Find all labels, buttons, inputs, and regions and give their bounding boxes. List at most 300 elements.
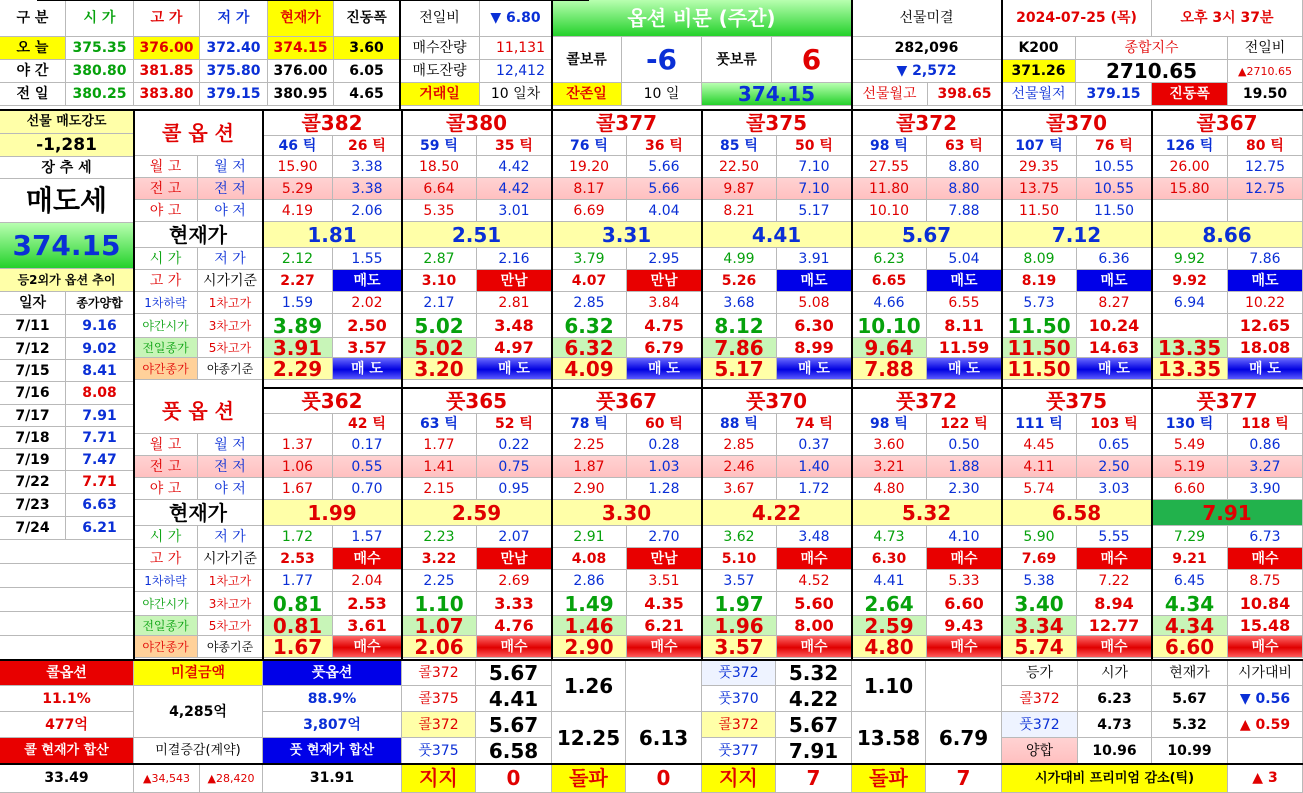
current-price: 3.31	[552, 222, 702, 248]
history-value: 7.71	[66, 427, 134, 449]
value-ygo: 2.15	[402, 478, 477, 500]
value-low: 3.91	[777, 248, 852, 270]
value-yjeo: 3.90	[1228, 478, 1303, 500]
value-high: 2.27	[263, 270, 333, 292]
value-jgo: 9.87	[702, 178, 777, 200]
break-2-value: 7	[926, 764, 1002, 793]
label-low1: 1차하락	[134, 570, 198, 592]
night-signal-badge[interactable]: 매 도	[1228, 358, 1303, 380]
summary-hyeon: 374.15	[268, 37, 334, 60]
tick-left: 59 틱	[402, 136, 477, 156]
night-signal-badge[interactable]: 매 도	[477, 358, 552, 380]
value-jjeo: 5.66	[627, 178, 702, 200]
rule-line	[133, 110, 135, 660]
label-current: 현재가	[134, 500, 263, 526]
pair-3-name: 콜372	[402, 712, 476, 738]
value-wjeo: 0.22	[477, 434, 552, 456]
pair-1-name: 콜372	[402, 660, 476, 686]
value-prev-close: 5.02	[402, 338, 477, 358]
empty-cell	[926, 660, 1002, 712]
value-yjeo: 5.17	[777, 200, 852, 222]
night-signal-badge[interactable]: 매수	[333, 636, 402, 658]
history-value: 9.16	[66, 315, 134, 338]
value-high: 7.69	[1002, 548, 1077, 570]
value-jgo: 11.80	[852, 178, 927, 200]
value-wgo: 26.00	[1152, 156, 1228, 178]
oi-change-1: ▲34,543	[134, 764, 200, 793]
label-open-basis: 시가기준	[198, 270, 263, 292]
value-jjeo: 0.75	[477, 456, 552, 478]
current-price: 8.66	[1152, 222, 1303, 248]
value-jjeo: 8.80	[927, 178, 1002, 200]
col-header-jindong: 진동폭	[334, 0, 400, 37]
value-night-close: 4.09	[552, 358, 627, 380]
spread-1: 1.26	[552, 660, 626, 712]
spread-6: 6.79	[926, 712, 1002, 764]
value-night-close: 6.60	[1152, 636, 1228, 658]
value-ygo: 1.67	[263, 478, 333, 500]
value-yjeo	[1228, 200, 1303, 222]
rule-line	[37, 0, 589, 1]
signal-badge[interactable]: 매도	[1228, 270, 1303, 292]
pair-7-value: 5.67	[776, 712, 852, 738]
eq-put-current: 5.32	[1152, 712, 1228, 738]
value-jgo: 1.06	[263, 456, 333, 478]
signal-badge[interactable]: 만남	[627, 548, 702, 570]
value-high3: 3.33	[477, 592, 552, 616]
buy-residual-value: 11,131	[480, 37, 552, 60]
signal-badge[interactable]: 매도	[1077, 270, 1152, 292]
value-wjeo: 7.10	[777, 156, 852, 178]
support-2-value: 7	[776, 764, 852, 793]
call-sum-label: 콜 현재가 합산	[0, 738, 134, 764]
value-high3: 6.60	[927, 592, 1002, 616]
tick-right: 50 틱	[777, 136, 852, 156]
value-ygo: 4.19	[263, 200, 333, 222]
history-date: 7/16	[0, 382, 66, 405]
sell-residual-value: 12,412	[480, 60, 552, 83]
oi-amount-label: 미결금액	[134, 660, 263, 686]
label-open: 시 가	[134, 526, 198, 548]
label-high5: 5차고가	[198, 616, 263, 636]
value-low: 1.55	[333, 248, 402, 270]
summary-row-label: 야 간	[0, 60, 66, 83]
current-price: 7.12	[1002, 222, 1152, 248]
value-wgo: 29.35	[1002, 156, 1077, 178]
value-wgo: 4.45	[1002, 434, 1077, 456]
rule-line	[0, 109, 1303, 111]
signal-badge[interactable]: 만남	[477, 270, 552, 292]
equiv-label: 등2외가 옵션 추이	[0, 269, 134, 292]
tick-left: 88 틱	[702, 414, 777, 434]
value-night-close: 11.50	[1002, 358, 1077, 380]
value-jjeo: 10.55	[1077, 178, 1152, 200]
night-signal-badge[interactable]: 매수	[1077, 636, 1152, 658]
night-signal-badge[interactable]: 매 도	[627, 358, 702, 380]
value-high1: 2.81	[477, 292, 552, 314]
value-night-open: 5.02	[402, 314, 477, 338]
eq-call-open: 6.23	[1078, 686, 1152, 712]
support-2-label: 지지	[702, 764, 776, 793]
tick-right: 74 틱	[777, 414, 852, 434]
value-ygo: 2.90	[552, 478, 627, 500]
label-high3: 3차고가	[198, 592, 263, 616]
value-ygo	[1152, 200, 1228, 222]
signal-badge[interactable]: 만남	[627, 270, 702, 292]
date-col-header: 일자	[0, 292, 66, 315]
spread-5: 13.58	[852, 712, 926, 764]
summary-siga: 380.25	[66, 83, 134, 106]
value-high: 6.30	[852, 548, 927, 570]
time-display: 오후 3시 37분	[1152, 0, 1303, 37]
summary-jeoga: 379.15	[200, 83, 268, 106]
tick-left: 130 틱	[1152, 414, 1228, 434]
value-wgo: 19.20	[552, 156, 627, 178]
value-night-close: 3.20	[402, 358, 477, 380]
pair-5-name: 풋372	[702, 660, 776, 686]
signal-badge[interactable]: 매수	[1228, 548, 1303, 570]
value-night-open: 3.40	[1002, 592, 1077, 616]
pair-7-name: 콜372	[702, 712, 776, 738]
value-high1: 10.22	[1228, 292, 1303, 314]
value-low: 6.36	[1077, 248, 1152, 270]
value-night-close: 7.88	[852, 358, 927, 380]
pair-4-name: 풋375	[402, 738, 476, 764]
value-high3: 8.94	[1077, 592, 1152, 616]
value-high1: 2.04	[333, 570, 402, 592]
empty-cell	[0, 612, 134, 636]
history-value: 6.63	[66, 494, 134, 517]
value-wjeo: 10.55	[1077, 156, 1152, 178]
history-date: 7/24	[0, 517, 66, 540]
value-low: 2.16	[477, 248, 552, 270]
value-ygo: 5.35	[402, 200, 477, 222]
put-strike-header: 풋370	[702, 388, 852, 414]
value-high1: 8.27	[1077, 292, 1152, 314]
tick-left: 63 틱	[402, 414, 477, 434]
label-prev-close: 전일종가	[134, 338, 198, 358]
left-price: 374.15	[0, 223, 134, 269]
tick-right: 63 틱	[927, 136, 1002, 156]
oi-change-label: 미결증감(계약)	[134, 738, 263, 764]
value-open: 2.87	[402, 248, 477, 270]
call-strike-header: 콜370	[1002, 110, 1152, 136]
value-open: 4.99	[702, 248, 777, 270]
value-high1: 6.55	[927, 292, 1002, 314]
value-high3: 4.35	[627, 592, 702, 616]
summary-jindong: 6.05	[334, 60, 400, 83]
value-high3: 2.53	[333, 592, 402, 616]
summary-jeoga: 375.80	[200, 60, 268, 83]
value-high1: 5.33	[927, 570, 1002, 592]
night-signal-badge[interactable]: 매수	[627, 636, 702, 658]
value-wjeo: 12.75	[1228, 156, 1303, 178]
eq-put-name: 풋372	[1002, 712, 1078, 738]
value-high: 6.65	[852, 270, 927, 292]
call-percent: 11.1%	[0, 686, 134, 712]
value-high5: 9.43	[927, 616, 1002, 636]
value-yjeo: 1.28	[627, 478, 702, 500]
current-price: 1.99	[263, 500, 402, 526]
night-signal-badge[interactable]: 매 도	[777, 358, 852, 380]
signal-badge[interactable]: 매수	[1077, 548, 1152, 570]
signal-badge[interactable]: 매수	[927, 548, 1002, 570]
support-1-label: 지지	[402, 764, 476, 793]
night-signal-badge[interactable]: 매수	[927, 636, 1002, 658]
current-price: 4.41	[702, 222, 852, 248]
call-strike-header: 콜375	[702, 110, 852, 136]
current-futures-price: 374.15	[702, 83, 852, 106]
close-col-header: 종가양합	[66, 292, 134, 315]
history-date: 7/22	[0, 471, 66, 494]
tick-right: 118 틱	[1228, 414, 1303, 434]
signal-badge[interactable]: 만남	[477, 548, 552, 570]
eq-header-strike: 등가	[1002, 660, 1078, 686]
night-signal-badge[interactable]: 매수	[777, 636, 852, 658]
value-high1: 2.69	[477, 570, 552, 592]
oi-amount-value: 4,285억	[134, 686, 263, 738]
label-open: 시 가	[134, 248, 198, 270]
tick-left: 78 틱	[552, 414, 627, 434]
break-1-label: 돌파	[552, 764, 626, 793]
label-high1: 1차고가	[198, 292, 263, 314]
value-wgo: 15.90	[263, 156, 333, 178]
label-wjeo: 월 저	[198, 156, 263, 178]
eq-header-diff: 시가대비	[1228, 660, 1303, 686]
put-hold-value: 6	[772, 37, 852, 83]
summary-siga: 375.35	[66, 37, 134, 60]
value-high: 2.53	[263, 548, 333, 570]
tick-right: 35 틱	[477, 136, 552, 156]
summary-jindong: 3.60	[334, 37, 400, 60]
value-ygo: 3.67	[702, 478, 777, 500]
value-night-open: 1.97	[702, 592, 777, 616]
eq-sum-current: 10.99	[1152, 738, 1228, 764]
pair-2-name: 콜375	[402, 686, 476, 712]
value-wgo: 5.49	[1152, 434, 1228, 456]
label-jgo: 전 고	[134, 456, 198, 478]
tick-left: 98 틱	[852, 136, 927, 156]
signal-badge[interactable]: 매도	[777, 270, 852, 292]
value-night-close: 5.74	[1002, 636, 1077, 658]
value-night-close: 2.90	[552, 636, 627, 658]
value-jjeo: 12.75	[1228, 178, 1303, 200]
value-low: 1.57	[333, 526, 402, 548]
value-low1: 5.73	[1002, 292, 1077, 314]
night-signal-badge[interactable]: 매수	[1228, 636, 1303, 658]
value-prev-close: 11.50	[1002, 338, 1077, 358]
value-yjeo: 0.95	[477, 478, 552, 500]
eq-header-open: 시가	[1078, 660, 1152, 686]
value-prev-close: 3.34	[1002, 616, 1077, 636]
value-high3: 8.11	[927, 314, 1002, 338]
value-prev-close: 1.46	[552, 616, 627, 636]
current-price: 2.51	[402, 222, 552, 248]
pair-8-value: 7.91	[776, 738, 852, 764]
value-wgo: 2.25	[552, 434, 627, 456]
value-low1: 4.41	[852, 570, 927, 592]
trend-value: 매도세	[0, 179, 134, 223]
value-high1: 7.22	[1077, 570, 1152, 592]
futures-oi-value: 282,096	[852, 37, 1002, 60]
signal-badge[interactable]: 매수	[777, 548, 852, 570]
value-jgo: 5.19	[1152, 456, 1228, 478]
value-open: 2.91	[552, 526, 627, 548]
night-signal-badge[interactable]: 매 도	[927, 358, 1002, 380]
tick-left	[263, 414, 333, 434]
value-jjeo: 0.55	[333, 456, 402, 478]
value-high5: 12.77	[1077, 616, 1152, 636]
futures-oi-change: ▼ 2,572	[852, 60, 1002, 83]
value-ygo: 6.60	[1152, 478, 1228, 500]
tick-right: 76 틱	[1077, 136, 1152, 156]
value-low1: 2.17	[402, 292, 477, 314]
rule-line	[1001, 110, 1003, 660]
current-price: 7.91	[1152, 500, 1303, 526]
value-high5: 18.08	[1228, 338, 1303, 358]
signal-badge[interactable]: 매도	[333, 270, 402, 292]
value-jgo: 4.11	[1002, 456, 1077, 478]
summary-jindong: 4.65	[334, 83, 400, 106]
value-jjeo: 1.40	[777, 456, 852, 478]
summary-row-label: 전 일	[0, 83, 66, 106]
kospi-prev-value: ▲2710.65	[1228, 60, 1303, 83]
value-yjeo: 11.50	[1077, 200, 1152, 222]
empty-cell	[0, 564, 134, 588]
value-ygo: 6.69	[552, 200, 627, 222]
summary-row-label: 오 늘	[0, 37, 66, 60]
break-2-label: 돌파	[852, 764, 926, 793]
value-jjeo: 7.10	[777, 178, 852, 200]
support-1-value: 0	[476, 764, 552, 793]
value-high: 4.08	[552, 548, 627, 570]
value-prev-close: 9.64	[852, 338, 927, 358]
current-price: 3.30	[552, 500, 702, 526]
signal-badge[interactable]: 매도	[927, 270, 1002, 292]
range-label: 진동폭	[1152, 83, 1228, 106]
tick-left: 76 틱	[552, 136, 627, 156]
rule-line	[263, 387, 1303, 389]
label-ygo: 야 고	[134, 478, 198, 500]
value-high: 3.22	[402, 548, 477, 570]
value-wjeo: 3.38	[333, 156, 402, 178]
value-wjeo: 4.42	[477, 156, 552, 178]
rule-line	[701, 110, 703, 660]
value-low1: 3.68	[702, 292, 777, 314]
put-hold-label: 풋보류	[702, 37, 772, 83]
value-high1: 2.02	[333, 292, 402, 314]
call-hold-value: -6	[622, 37, 702, 83]
history-value: 8.08	[66, 382, 134, 405]
value-low1: 4.66	[852, 292, 927, 314]
value-ygo: 8.21	[702, 200, 777, 222]
value-jjeo: 1.03	[627, 456, 702, 478]
value-low1: 1.59	[263, 292, 333, 314]
history-value: 8.41	[66, 360, 134, 382]
value-night-open: 8.12	[702, 314, 777, 338]
eq-put-diff: ▲ 0.59	[1228, 712, 1303, 738]
value-night-open: 3.89	[263, 314, 333, 338]
value-high5: 3.57	[333, 338, 402, 358]
summary-siga: 380.80	[66, 60, 134, 83]
night-signal-badge[interactable]: 매 도	[1077, 358, 1152, 380]
value-wgo: 1.77	[402, 434, 477, 456]
value-wjeo: 8.80	[927, 156, 1002, 178]
value-night-open: 11.50	[1002, 314, 1077, 338]
value-wgo: 18.50	[402, 156, 477, 178]
value-low1: 5.38	[1002, 570, 1077, 592]
night-signal-badge[interactable]: 매 도	[333, 358, 402, 380]
value-low: 7.86	[1228, 248, 1303, 270]
value-high3: 12.65	[1228, 314, 1303, 338]
put-strike-header: 풋362	[263, 388, 402, 414]
history-date: 7/15	[0, 360, 66, 382]
value-jgo: 6.64	[402, 178, 477, 200]
value-night-close: 3.57	[702, 636, 777, 658]
label-wgo: 월 고	[134, 434, 198, 456]
label-jjeo: 전 저	[198, 456, 263, 478]
value-ygo: 5.74	[1002, 478, 1077, 500]
month-high-label: 선물월고	[852, 83, 928, 106]
value-open: 5.90	[1002, 526, 1077, 548]
kospi-prev-label: 전일비	[1228, 37, 1303, 60]
signal-badge[interactable]: 매수	[333, 548, 402, 570]
value-low1: 1.77	[263, 570, 333, 592]
put-strike-header: 풋365	[402, 388, 552, 414]
tick-right: 122 틱	[927, 414, 1002, 434]
rule-line	[851, 0, 853, 110]
put-section-label: 풋 옵 션	[134, 388, 263, 434]
value-low1: 2.25	[402, 570, 477, 592]
value-high5: 8.99	[777, 338, 852, 358]
col-header-goga: 고 가	[134, 0, 200, 37]
value-high1: 4.52	[777, 570, 852, 592]
value-low: 6.73	[1228, 526, 1303, 548]
tick-left: 107 틱	[1002, 136, 1077, 156]
rule-line	[851, 110, 853, 660]
rule-line	[262, 110, 264, 660]
value-high3: 6.30	[777, 314, 852, 338]
value-low: 2.07	[477, 526, 552, 548]
value-high: 8.19	[1002, 270, 1077, 292]
put-percent: 88.9%	[263, 686, 402, 712]
value-high: 5.10	[702, 548, 777, 570]
history-date: 7/23	[0, 494, 66, 517]
label-low: 저 가	[198, 248, 263, 270]
night-signal-badge[interactable]: 매수	[477, 636, 552, 658]
call-strike-header: 콜380	[402, 110, 552, 136]
value-night-close: 2.29	[263, 358, 333, 380]
value-wjeo: 0.50	[927, 434, 1002, 456]
current-price: 6.58	[1002, 500, 1152, 526]
call-section-label: 콜 옵 션	[134, 110, 263, 156]
tick-left: 98 틱	[852, 414, 927, 434]
value-low: 4.10	[927, 526, 1002, 548]
value-jgo: 8.17	[552, 178, 627, 200]
value-yjeo: 2.06	[333, 200, 402, 222]
value-low: 5.04	[927, 248, 1002, 270]
value-prev-close: 1.96	[702, 616, 777, 636]
rule-line	[0, 659, 1303, 661]
rule-line	[551, 0, 553, 110]
value-night-close: 5.17	[702, 358, 777, 380]
value-night-open	[1152, 314, 1228, 338]
call-strike-header: 콜367	[1152, 110, 1303, 136]
value-high3: 10.24	[1077, 314, 1152, 338]
summary-hyeon: 376.00	[268, 60, 334, 83]
value-night-open: 10.10	[852, 314, 927, 338]
label-high3: 3차고가	[198, 314, 263, 338]
